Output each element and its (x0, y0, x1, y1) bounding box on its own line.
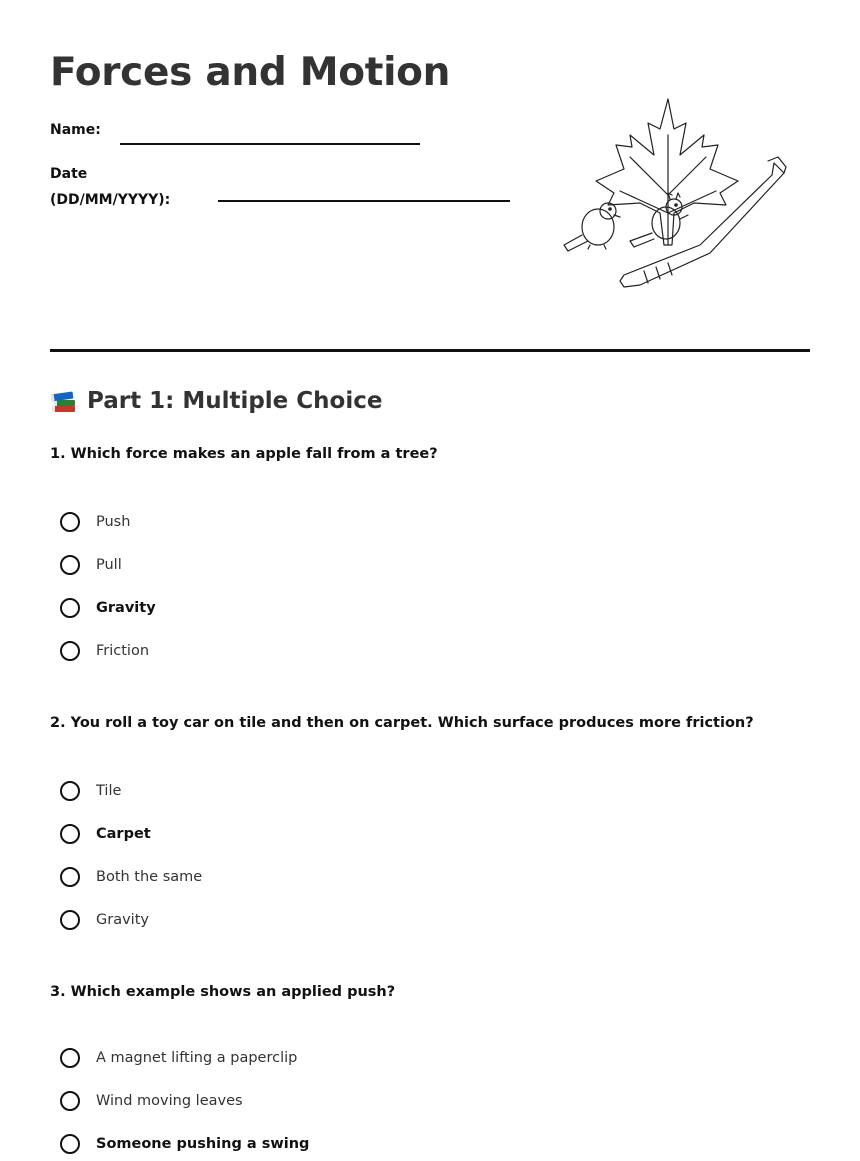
q3-option-magnet[interactable] (60, 1045, 297, 1071)
radio-circle-icon[interactable] (60, 598, 80, 618)
question-2-text: 2. You roll a toy car on tile and then on carpet. Which surface produces more friction? (50, 715, 754, 731)
option-label: A magnet lifting a paperclip (96, 1050, 298, 1066)
name-label: Name: (50, 122, 101, 138)
q1-option-gravity[interactable] (60, 595, 156, 621)
radio-circle-icon[interactable] (60, 781, 80, 801)
option-label: Pull (96, 557, 122, 573)
question-2 (50, 713, 810, 928)
date-label-line1: Date (50, 166, 88, 182)
maple-leaf-beavers-hockey-stick-illustration (560, 95, 800, 295)
option-label: Gravity (96, 600, 156, 616)
q1-option-friction[interactable] (60, 638, 149, 664)
question-1 (50, 444, 810, 659)
q3-option-wind[interactable] (60, 1088, 243, 1114)
date-label-line2: (DD/MM/YYYY): (50, 192, 171, 208)
radio-circle-icon[interactable] (60, 1048, 80, 1068)
name-input-line[interactable] (120, 143, 420, 145)
option-label: Someone pushing a swing (96, 1136, 310, 1152)
radio-circle-icon[interactable] (60, 910, 80, 930)
radio-circle-icon[interactable] (60, 555, 80, 575)
question-1-text: 1. Which force makes an apple fall from a tree? (50, 446, 438, 462)
q2-option-gravity[interactable] (60, 907, 149, 933)
option-label: Carpet (96, 826, 151, 842)
page-title: Forces and Motion (50, 50, 451, 95)
option-label: Wind moving leaves (96, 1093, 243, 1109)
question-3-text: 3. Which example shows an applied push? (50, 984, 396, 1000)
radio-circle-icon[interactable] (60, 512, 80, 532)
radio-circle-icon[interactable] (60, 1091, 80, 1111)
radio-circle-icon[interactable] (60, 641, 80, 661)
q2-option-both-same[interactable] (60, 864, 202, 890)
part1-title (50, 388, 382, 414)
radio-circle-icon[interactable] (60, 1134, 80, 1154)
q1-option-push[interactable] (60, 509, 130, 535)
question-3 (50, 982, 810, 1152)
header-divider (50, 349, 810, 352)
date-input-line[interactable] (218, 200, 510, 202)
radio-circle-icon[interactable] (60, 867, 80, 887)
option-label: Both the same (96, 869, 203, 885)
q2-option-carpet[interactable] (60, 821, 151, 847)
q3-option-pushing-swing[interactable] (60, 1131, 309, 1157)
option-label: Tile (96, 783, 122, 799)
q2-option-tile[interactable] (60, 778, 121, 804)
books-icon (50, 388, 77, 414)
option-label: Friction (96, 643, 150, 659)
option-label: Gravity (96, 912, 149, 928)
option-label: Push (96, 514, 131, 530)
part1-title-text: Part 1: Multiple Choice (87, 388, 383, 414)
q1-option-pull[interactable] (60, 552, 122, 578)
radio-circle-icon[interactable] (60, 824, 80, 844)
